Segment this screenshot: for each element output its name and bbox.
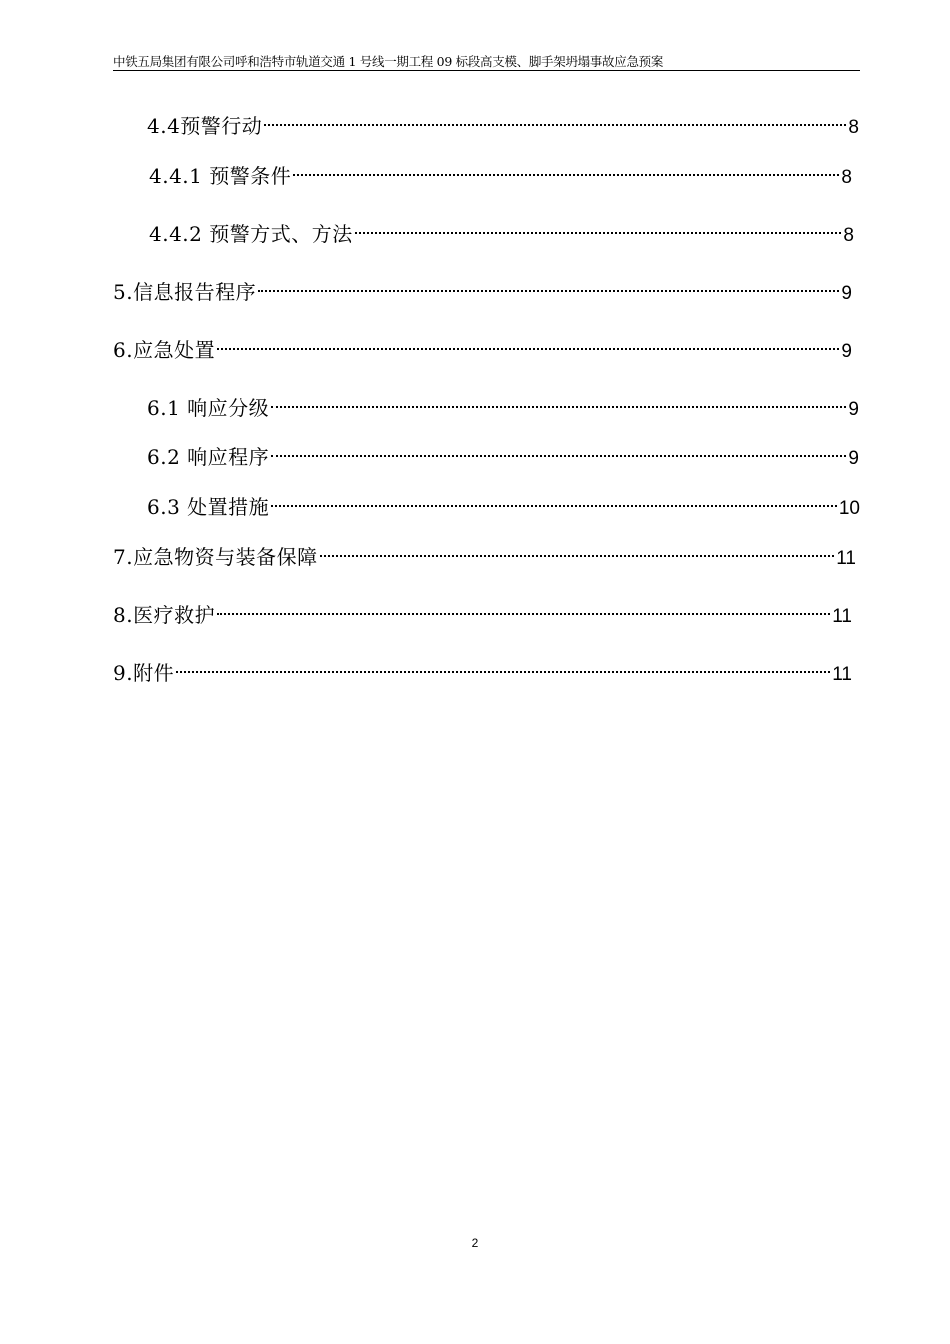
toc-dot-leader bbox=[320, 536, 835, 564]
toc-entry-6[interactable] bbox=[113, 329, 852, 362]
toc-entry-label: 8.医疗救护 bbox=[113, 603, 216, 627]
toc-entry-page: 11 bbox=[832, 664, 852, 685]
toc-dot-leader bbox=[264, 105, 846, 133]
toc-dot-leader bbox=[271, 436, 846, 464]
toc-entry-5[interactable] bbox=[113, 271, 852, 304]
toc-entry-6-2[interactable] bbox=[147, 436, 859, 469]
toc-entry-label: 6.应急处置 bbox=[113, 338, 216, 362]
toc-entry-7[interactable] bbox=[113, 536, 856, 569]
toc-entry-label: 6.3 处置措施 bbox=[147, 495, 270, 519]
toc-entry-label: 7.应急物资与装备保障 bbox=[113, 545, 318, 569]
toc-entry-4-4[interactable] bbox=[147, 105, 859, 138]
toc-entry-4-4-2[interactable] bbox=[149, 213, 854, 246]
toc-dot-leader bbox=[176, 652, 830, 680]
toc-entry-label: 6.1 响应分级 bbox=[147, 396, 270, 420]
toc-entry-label: 4.4预警行动 bbox=[147, 114, 263, 138]
toc-dot-leader bbox=[217, 594, 830, 622]
toc-entry-label: 9.附件 bbox=[113, 661, 175, 685]
header-title: 中铁五局集团有限公司呼和浩特市轨道交通 1 号线一期工程 09 标段高支模、脚手架坍塌事故应急预案 bbox=[113, 54, 664, 69]
toc-entry-page: 11 bbox=[836, 548, 856, 569]
toc-entry-6-1[interactable] bbox=[147, 387, 859, 420]
toc-dot-leader bbox=[271, 387, 846, 415]
toc-entry-label: 5.信息报告程序 bbox=[113, 280, 257, 304]
toc-dot-leader bbox=[293, 155, 839, 183]
toc-entry-page: 9 bbox=[848, 399, 859, 420]
toc-entry-label: 6.2 响应程序 bbox=[147, 445, 270, 469]
toc-dot-leader bbox=[258, 271, 839, 299]
toc-dot-leader bbox=[271, 486, 837, 514]
toc-entry-6-3[interactable] bbox=[147, 486, 860, 519]
toc-dot-leader bbox=[355, 213, 842, 241]
page-number: 2 bbox=[471, 1236, 479, 1250]
toc-dot-leader bbox=[217, 329, 839, 357]
toc-entry-9[interactable] bbox=[113, 652, 852, 685]
toc-entry-8[interactable] bbox=[113, 594, 852, 627]
toc-entry-label: 4.4.2 预警方式、方法 bbox=[149, 222, 353, 246]
toc-entry-4-4-1[interactable] bbox=[149, 155, 852, 188]
toc-entry-page: 9 bbox=[841, 283, 852, 304]
toc-entry-page: 8 bbox=[841, 167, 852, 188]
toc-entry-label: 4.4.1 预警条件 bbox=[149, 164, 292, 188]
toc-entry-page: 8 bbox=[843, 225, 854, 246]
toc-entry-page: 11 bbox=[832, 606, 852, 627]
toc-entry-page: 9 bbox=[841, 341, 852, 362]
toc-entry-page: 10 bbox=[838, 498, 860, 519]
toc-entry-page: 9 bbox=[848, 448, 859, 469]
toc-entry-page: 8 bbox=[848, 117, 859, 138]
